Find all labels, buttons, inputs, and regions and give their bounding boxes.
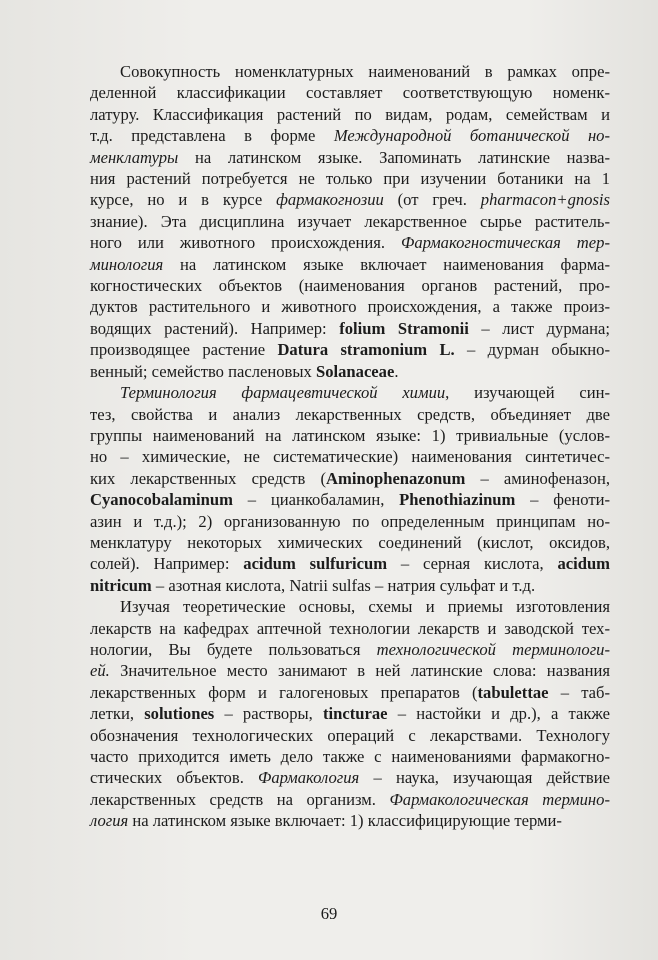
italic-term: Терминология фармацевтической химии	[120, 383, 446, 403]
text-run: – лист дурмана;	[468, 318, 611, 338]
text-run: менклатуру некоторых химических соединений (кислот, оксидов,	[90, 532, 610, 552]
text-run: .	[394, 361, 399, 381]
bold-term: folium Stramonii	[339, 318, 469, 338]
text-line	[90, 82, 610, 103]
text-run: группы наименований на латинском языке: 1) тривиальные (услов-	[90, 425, 610, 445]
text-run: но – химические, не систематические) наименования синтетичес-	[90, 447, 610, 467]
text-line	[90, 596, 610, 617]
text-line	[90, 61, 610, 82]
text-run: Значительное место занимают в ней латинские слова: названия	[109, 661, 610, 681]
text-line	[90, 361, 610, 382]
text-line	[90, 810, 610, 831]
text-line	[90, 553, 610, 574]
text-line	[90, 296, 610, 317]
text-run: ких лекарственных средств (	[90, 468, 327, 488]
text-line	[90, 425, 610, 446]
text-run: , изучающей син-	[445, 383, 610, 403]
text-line	[90, 404, 610, 425]
text-run: обозначения технологических операций с лекарствами. Технологу	[90, 725, 610, 745]
italic-term: фармакогнозии	[276, 190, 384, 210]
text-line	[90, 660, 610, 681]
text-line	[90, 746, 610, 767]
text-run: – азотная кислота, Natrii sulfas – натрия сульфат и т.д.	[151, 575, 536, 595]
text-line	[90, 489, 610, 510]
text-run: солей). Например:	[90, 554, 244, 574]
italic-term: Фармакологическая термино-	[389, 789, 610, 809]
text-line	[90, 618, 610, 639]
text-line	[90, 767, 610, 788]
bold-term: solutiones	[144, 704, 215, 724]
text-line	[90, 703, 610, 724]
italic-term: менклатуры	[90, 147, 179, 167]
text-run: т.д. представлена в форме	[90, 126, 334, 146]
text-line	[90, 318, 610, 339]
paragraph	[90, 61, 610, 382]
text-run: часто приходится иметь дело также с наименованиями фармакогно-	[90, 747, 610, 766]
bold-term: Cyanocobalaminum	[90, 490, 233, 510]
text-run: тез, свойства и анализ лекарственных средств, объединяет две	[90, 404, 610, 424]
text-line	[90, 725, 610, 746]
text-run: нологии, Вы будете пользоваться	[90, 639, 377, 659]
text-run: – феноти-	[515, 490, 610, 510]
bold-term: Solanaceae	[315, 361, 395, 381]
text-run: на латинском языке включает: 1) классифицирующие терми-	[128, 811, 562, 831]
text-run: – наука, изучающая действие	[359, 768, 610, 788]
text-run: ного или животного происхождения.	[90, 233, 401, 253]
text-run: водящих растений). Например:	[90, 318, 340, 338]
text-run: курсе, но и в курсе	[90, 190, 277, 210]
text-run: – дурман обыкно-	[454, 340, 610, 360]
body-text	[90, 61, 610, 832]
text-run: ния растений потребуется не только при изучении ботаники на 1	[90, 169, 610, 189]
text-line	[90, 104, 610, 125]
text-run: на латинском языке. Запоминать латинские назва-	[178, 147, 610, 167]
text-run: дуктов растительного и животного происхождения, а также произ-	[90, 297, 610, 317]
text-run: деленной классификации составляет соответствующую номенк-	[90, 83, 610, 103]
text-line	[90, 232, 610, 253]
text-line	[90, 511, 610, 532]
text-line	[90, 211, 610, 232]
italic-term: pharmacon+gnosis	[480, 190, 610, 210]
text-line	[90, 168, 610, 189]
italic-term: ей.	[90, 661, 110, 681]
text-line	[90, 125, 610, 146]
bold-term: Datura stramonium L.	[277, 340, 455, 360]
text-line	[90, 339, 610, 360]
text-line	[90, 147, 610, 168]
text-run: латуру. Классификация растений по видам, родам, семействам и	[90, 104, 610, 124]
text-line	[90, 789, 610, 810]
bold-term: Aminophenazonum	[326, 468, 466, 488]
bold-term: acidum sulfuricum	[243, 554, 388, 574]
text-run: – таб-	[548, 682, 610, 702]
text-run: когностических объектов (наименования органов растений, про-	[90, 276, 610, 296]
text-line	[90, 532, 610, 553]
italic-term: логия	[90, 811, 129, 831]
bold-term: acidum	[557, 554, 610, 574]
text-run: стических объектов.	[90, 768, 259, 788]
paragraph	[90, 596, 610, 831]
text-run: (от греч.	[383, 190, 481, 210]
text-line	[90, 382, 610, 403]
text-run: – цианкобаламин,	[232, 490, 400, 510]
text-run: лекарственных средств на организм.	[90, 789, 390, 809]
text-run: – растворы,	[214, 704, 324, 724]
italic-term: технологической терминологи-	[376, 639, 610, 659]
text-line	[90, 639, 610, 660]
text-run: Изучая теоретические основы, схемы и приемы изготовления	[120, 597, 610, 617]
text-run: – аминофеназон,	[465, 468, 610, 488]
italic-term: Фармакология	[258, 768, 360, 788]
text-run: азин и т.д.); 2) организованную по определенным принципам но-	[90, 511, 610, 531]
text-line	[90, 682, 610, 703]
bold-term: nitricum	[90, 575, 152, 595]
text-line	[90, 189, 610, 210]
bold-term: Phenothiazinum	[399, 490, 516, 510]
text-run: – настойки и др.), а также	[387, 704, 610, 724]
paragraph	[90, 382, 610, 596]
text-line	[90, 275, 610, 296]
text-run: лекарственных форм и галогеновых препаратов (	[90, 682, 478, 702]
text-line	[90, 254, 610, 275]
text-run: знание). Эта дисциплина изучает лекарственное сырье раститель-	[90, 211, 610, 231]
text-run: лекарств на кафедрах аптечной технологии лекарств и заводской тех-	[90, 618, 610, 638]
text-line	[90, 446, 610, 467]
text-run: венный; семейство пасленовых	[90, 361, 316, 381]
italic-term: Фармакогностическая тер-	[400, 233, 610, 253]
italic-term: минология	[90, 254, 164, 274]
italic-term: Международной ботанической но-	[333, 126, 610, 146]
text-line	[90, 575, 610, 596]
text-run: – серная кислота,	[387, 554, 558, 574]
text-line	[90, 468, 610, 489]
bold-term: tabulettae	[477, 682, 549, 702]
page-number: 69	[320, 904, 338, 923]
bold-term: tincturae	[323, 704, 388, 724]
text-run: производящее растение	[90, 340, 278, 360]
text-run: на латинском языке включает наименования фарма-	[163, 254, 610, 274]
text-run: летки,	[90, 704, 145, 724]
text-run: Совокупность номенклатурных наименований в рамках опре-	[120, 62, 610, 81]
